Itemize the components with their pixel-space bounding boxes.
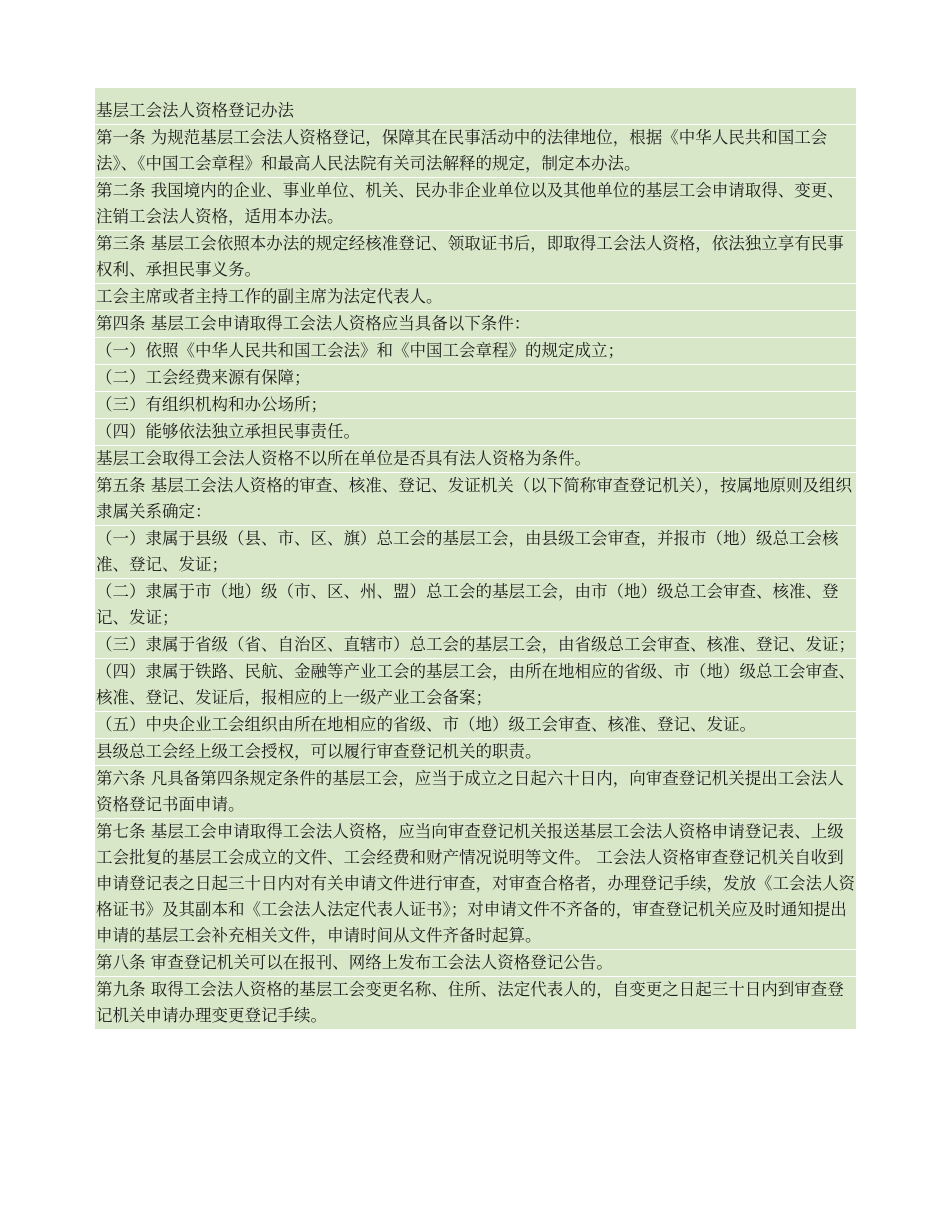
article-1: 第一条 为规范基层工会法人资格登记，保障其在民事活动中的法律地位，根据《中华人民共和国工会法》、《中国工会章程》和最高人民法院有关司法解释的规定，制定本办法。	[95, 125, 856, 178]
article-6: 第六条 凡具备第四条规定条件的基层工会，应当于成立之日起六十日内，向审查登记机关提出工会法人资格登记书面申请。	[95, 766, 856, 819]
article-5-item-5: （五）中央企业工会组织由所在地相应的省级、市（地）级工会审查、核准、登记、发证。	[95, 712, 856, 739]
document-title: 基层工会法人资格登记办法	[95, 88, 856, 125]
article-5-item-1: （一）隶属于县级（县、市、区、旗）总工会的基层工会，由县级工会审查，并报市（地）级总工会核准、登记、发证；	[95, 526, 856, 579]
article-5-clause: 县级总工会经上级工会授权，可以履行审查登记机关的职责。	[95, 739, 856, 766]
article-5: 第五条 基层工会法人资格的审查、核准、登记、发证机关（以下简称审查登记机关），按属地原则及组织隶属关系确定：	[95, 473, 856, 526]
article-4-item-4: （四）能够依法独立承担民事责任。	[95, 419, 856, 446]
article-4-item-2: （二）工会经费来源有保障；	[95, 365, 856, 392]
document-body	[95, 88, 856, 1029]
article-2: 第二条 我国境内的企业、事业单位、机关、民办非企业单位以及其他单位的基层工会申请取得、变更、注销工会法人资格，适用本办法。	[95, 178, 856, 231]
article-3: 第三条 基层工会依照本办法的规定经核准登记、领取证书后，即取得工会法人资格，依法独立享有民事权利、承担民事义务。	[95, 231, 856, 284]
article-4-clause: 基层工会取得工会法人资格不以所在单位是否具有法人资格为条件。	[95, 446, 856, 473]
article-3-clause: 工会主席或者主持工作的副主席为法定代表人。	[95, 284, 856, 311]
article-5-item-2: （二）隶属于市（地）级（市、区、州、盟）总工会的基层工会，由市（地）级总工会审查、核准、登记、发证；	[95, 579, 856, 632]
article-4: 第四条 基层工会申请取得工会法人资格应当具备以下条件：	[95, 311, 856, 338]
article-4-item-1: （一）依照《中华人民共和国工会法》和《中国工会章程》的规定成立；	[95, 338, 856, 365]
article-7: 第七条 基层工会申请取得工会法人资格，应当向审查登记机关报送基层工会法人资格申请登记表、上级工会批复的基层工会成立的文件、工会经费和财产情况说明等文件。 工会法人资格审查登记机关自收到申请登记表之日起三十日内对有关申请文件进行审查，对审查合格者，办理登记手续，发放《工会法人资格证书》及其副本和《工会法人法定代表人证书》；对申请文件不齐备的，审查登记机关应及时通知提出申请的基层工会补充相关文件，申请时间从文件齐备时起算。	[95, 819, 856, 950]
article-9: 第九条 取得工会法人资格的基层工会变更名称、住所、法定代表人的，自变更之日起三十日内到审查登记机关申请办理变更登记手续。	[96, 980, 844, 1025]
article-4-item-3: （三）有组织机构和办公场所；	[95, 392, 856, 419]
article-5-item-3: （三）隶属于省级（省、自治区、直辖市）总工会的基层工会，由省级总工会审查、核准、登记、发证；	[95, 632, 856, 659]
article-8: 第八条 审查登记机关可以在报刊、网络上发布工会法人资格登记公告。	[95, 950, 856, 977]
article-5-item-4: （四）隶属于铁路、民航、金融等产业工会的基层工会，由所在地相应的省级、市（地）级总工会审查、核准、登记、发证后，报相应的上一级产业工会备案；	[95, 659, 856, 712]
